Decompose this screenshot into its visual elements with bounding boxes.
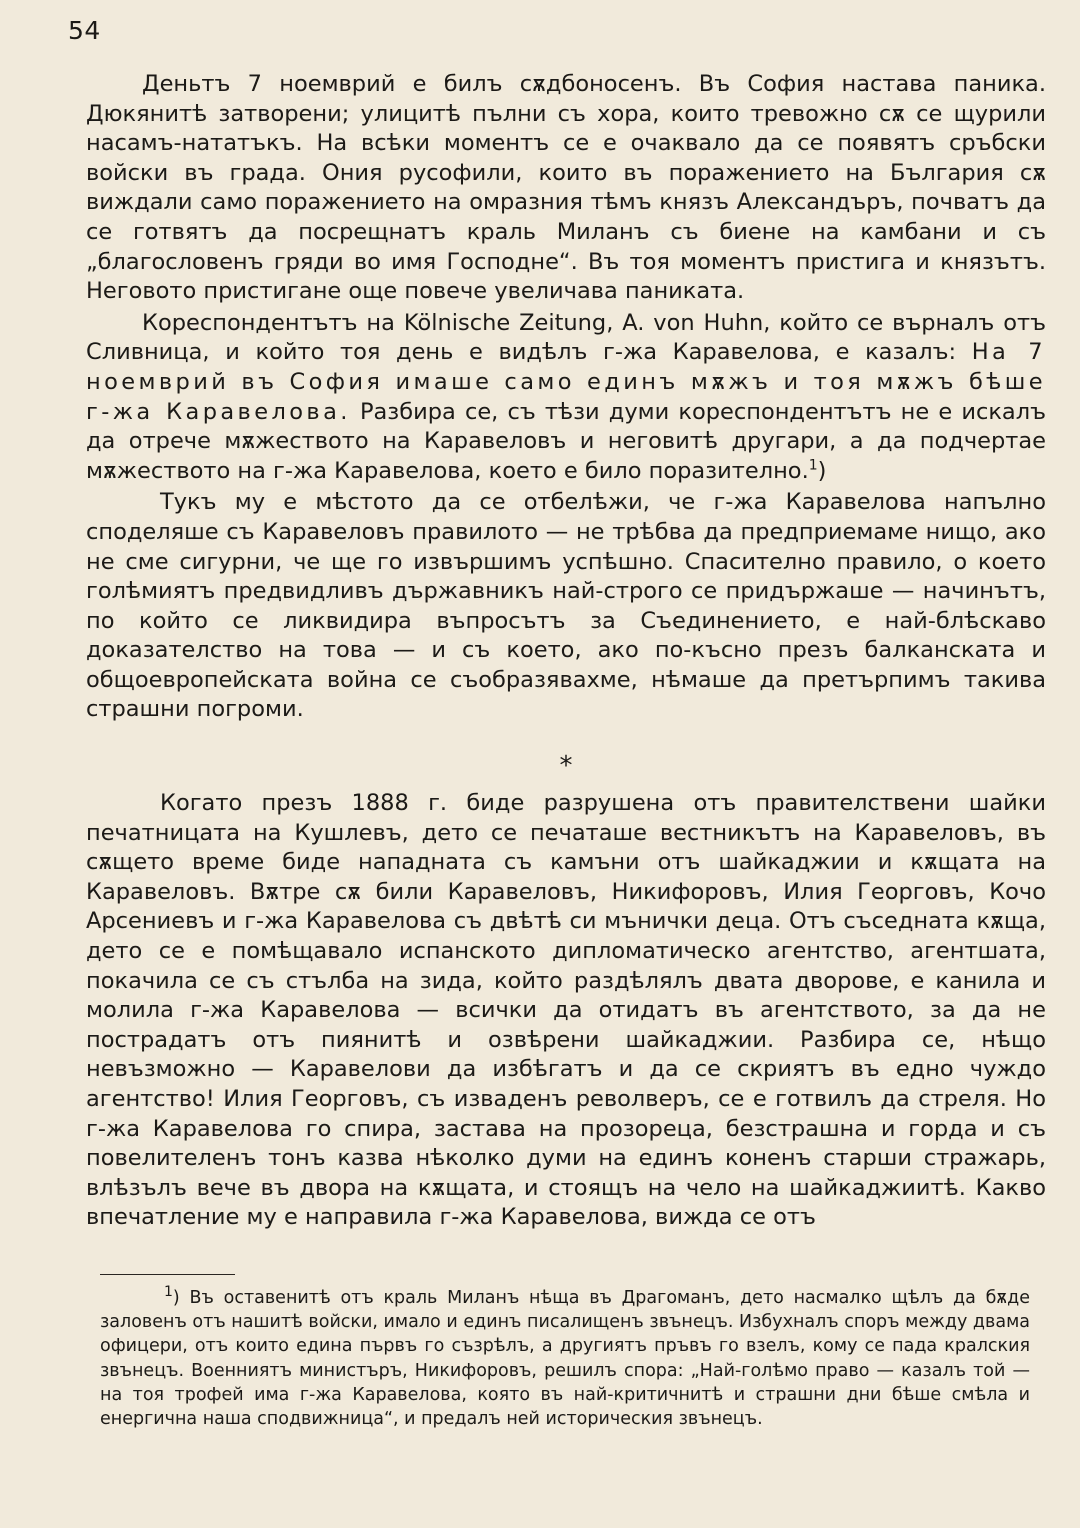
paragraph-panic: Деньтъ 7 ноемврий е билъ сѫдбоносенъ. Въ София настава паника. Дюкянитѣ затворени; улицитѣ пълни съ хора, които тревожно сѫ се щурили насамъ-нататъкъ. На всѣки моментъ се е очаквало да се появятъ сръбски войски въ града. Ония русофили, които въ поражението на България сѫ виждали само поражението на омразния тѣмъ князъ Александъръ, почватъ да се готвятъ да посрещнатъ краль Миланъ съ биене на камбани и съ „благословенъ гряди во имя Господне“. Въ тоя моментъ пристига и князътъ. Неговото пристигане още повече увеличава паниката.: [86, 71, 1046, 305]
paragraph-correspondent-intro: Кореспондентътъ на Kölnische Zeitung, A. von Huhn, който се върналъ отъ Сливница, и който тоя день е видѣлъ г-жа Каравелова, е казалъ:: [86, 309, 1046, 366]
paragraph-correspondent: Кореспондентътъ на Kölnische Zeitung, A. von Huhn, който се върналъ отъ Сливница, и който тоя день е видѣлъ г-жа Каравелова, е казалъ: На 7 ноемврий въ София имаше само единъ мѫжъ и тоя мѫжъ бѣше г-жа Каравелова. Разбира се, съ тѣзи думи кореспондентътъ не е искалъ да отрече мѫжеството на Каравеловъ и неговитѣ другари, а да подчертае мѫжеството на г-жа Каравелова, което е било поразително.$^1$): [86, 309, 1046, 484]
footnote-rule: [100, 1274, 235, 1275]
footnote-text: Въ оставенитѣ отъ краль Миланъ нѣща въ Драгоманъ, дето насмалко щѣлъ да бѫде заловенъ отъ нашитѣ войски, имало и единъ писалищенъ звънецъ. Избухналъ споръ между двама офицери, отъ които едина първъ го съзрѣлъ, а другиятъ пръвъ го взелъ, кому се пада кралския звънецъ. Военниятъ министъръ, Никифоровъ, решилъ спора: „Най-голѣмо право — казалъ той — на тоя трофей има г-жа Каравелова, която въ най-критичнитѣ и страшни дни бѣше смѣла и енергична наша сподвижница“, и предалъ ней историческия звънецъ.: [100, 1288, 1030, 1430]
paragraph-1888-attack: Когато презъ 1888 г. биде разрушена отъ правителствени шайки печатницата на Кушлевъ, дето се печаташе вестникътъ на Каравеловъ, въ сѫщето време биде нападната съ камъни отъ шайкаджии и кѫщата на Каравеловъ. Вѫтре сѫ били Каравеловъ, Никифоровъ, Илия Георговъ, Кочо Арсениевъ и г-жа Каравелова съ двѣтѣ си мънички деца. Отъ съседната кѫща, дето се е помѣщавало испанското дипломатическо агентство, агентшата, покачила се съ стълба на зида, който раздѣлялъ двата дворове, е канила и молила г-жа Каравелова — всички да отидатъ въ агентството, за да не пострадатъ отъ пиянитѣ и озвѣрени шайкаджии. Разбира се, нѣщо невъзможно — Каравелови да избѣгатъ и да се скриятъ въ едно чуждо агентство! Илия Георговъ, съ изваденъ револверъ, се е готвилъ да стреля. Но г-жа Каравелова го спира, застава на прозореца, безстрашна и горда и съ повелителенъ тонъ казва нѣколко думи на единъ коненъ старши стражарь, влѣзълъ вече въ двора на кѫщата, и стоящъ на чело на шайкаджиитѣ. Какво впечатление му е направила г-жа Каравелова, вижда се отъ: [86, 790, 1046, 1231]
footnote-mark: 1: [164, 1284, 173, 1301]
paragraph-rule: Тукъ му е мѣстото да се отбелѣжи, че г-жа Каравелова напълно споделяше съ Каравеловъ правилото — не трѣбва да предприемаме нищо, ако не сме сигурни, че ще го извършимъ успѣшно. Спасително правило, о което голѣмиятъ предвидливъ държавникъ най-строго се придържаше — начинътъ, по който се ликвидира въпросътъ за Съединението, е най-блѣскаво доказателство на това — и съ което, ако по-късно презъ балканската и общоевропейската война се съобразявахме, нѣмаше да претърпимъ такива страшни погроми.: [86, 489, 1046, 723]
footnote: $^1$) Въ оставенитѣ отъ краль Миланъ нѣща въ Драгоманъ, дето насмалко щѣлъ да бѫде заловенъ отъ нашитѣ войски, имало и единъ писалищенъ звънецъ. Избухналъ споръ между двама офицери, отъ които едина първъ го съзрѣлъ, а другиятъ пръвъ го взелъ, кому се пада кралския звънецъ. Военниятъ министъръ, Никифоровъ, решилъ спора: „Най-голѣмо право — казалъ той — на тоя трофей има г-жа Каравелова, която въ най-критичнитѣ и страшни дни бѣше смѣла и енергична наша сподвижница“, и предалъ ней историческия звънецъ.: [100, 1284, 1030, 1430]
spaced-quote: На 7 ноемврий въ София имаше само единъ мѫжъ и тоя мѫжъ бѣше г-жа Каравелова.: [86, 339, 1046, 425]
body-text: [86, 70, 1046, 1233]
section-separator: *: [559, 751, 573, 782]
footnote-reference: 1: [808, 457, 818, 474]
paragraph-correspondent-rest: Разбира се, съ тѣзи думи кореспондентътъ не е искалъ да отрече мѫжеството на Каравеловъ и неговитѣ другари, а да подчертае мѫжеството на г-жа Каравелова, което е било поразително.: [86, 398, 1046, 484]
page-number: 54: [68, 16, 101, 45]
